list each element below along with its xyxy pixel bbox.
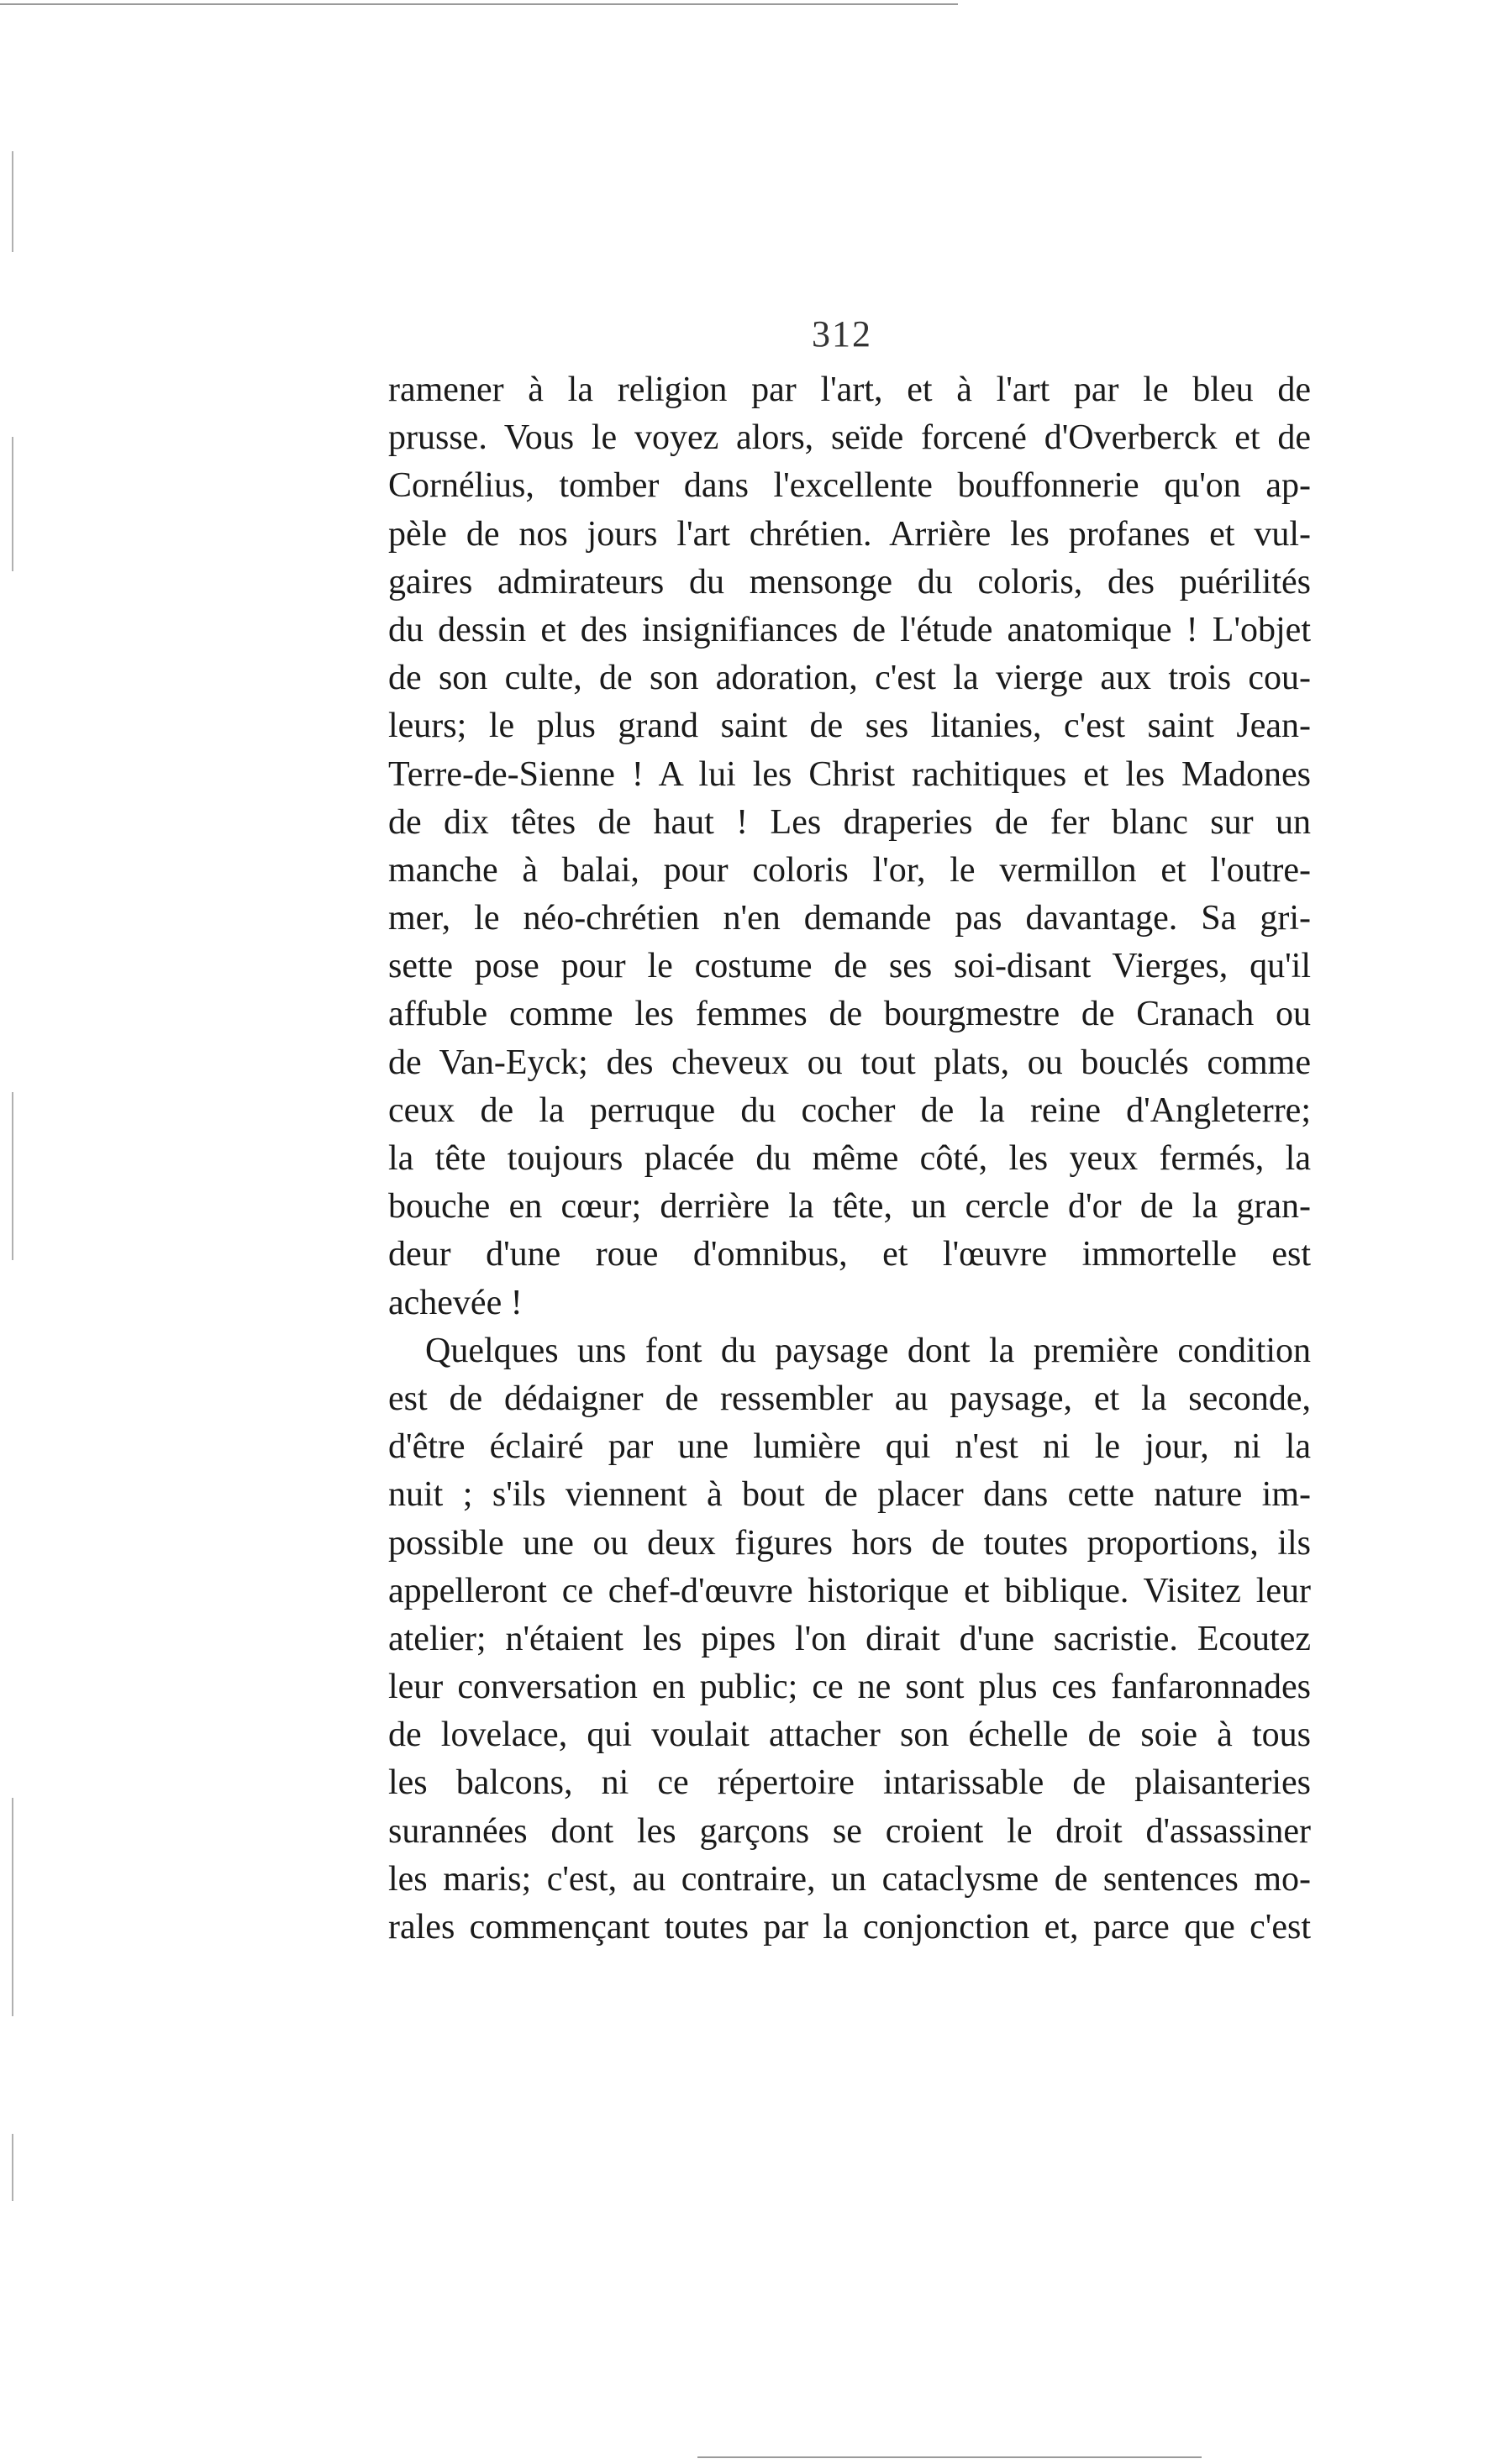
page-number: 312: [812, 313, 872, 355]
text-line: deur d'une roue d'omnibus, et l'œuvre immortelle est: [388, 1235, 1311, 1274]
text-line: mer, le néo-chrétien n'en demande pas davantage. Sa gri-: [388, 899, 1311, 938]
text-line: leur conversation en public; ce ne sont plus ces fanfaronnades: [388, 1668, 1311, 1707]
scan-left-mark: [12, 1092, 13, 1260]
text-line: ramener à la religion par l'art, et à l'art par le bleu de: [388, 370, 1311, 409]
text-line: ceux de la perruque du cocher de la reine d'Angleterre;: [388, 1090, 1311, 1130]
text-line: atelier; n'étaient les pipes l'on dirait d'une sacristie. Ecoutez: [388, 1619, 1311, 1658]
scan-bottom-rule: [697, 2456, 1202, 2458]
text-line: d'être éclairé par une lumière qui n'est ni le jour, ni la: [388, 1427, 1311, 1467]
scan-top-rule: [0, 3, 958, 5]
text-line: Quelques uns font du paysage dont la première condition: [425, 1331, 1311, 1370]
text-line: de son culte, de son adoration, c'est la vierge aux trois cou-: [388, 659, 1311, 698]
text-line: Cornélius, tomber dans l'excellente bouffonnerie qu'on ap-: [388, 466, 1311, 506]
text-line: manche à balai, pour coloris l'or, le vermillon et l'outre-: [388, 850, 1311, 890]
text-line: les balcons, ni ce répertoire intarissable de plaisanteries: [388, 1763, 1311, 1803]
scan-left-mark: [12, 151, 13, 252]
text-line: surannées dont les garçons se croient le droit d'assassiner: [388, 1811, 1311, 1851]
text-line: prusse. Vous le voyez alors, seïde forcené d'Overberck et de: [388, 418, 1311, 458]
text-line: sette pose pour le costume de ses soi-disant Vierges, qu'il: [388, 947, 1311, 986]
scan-left-mark: [12, 2134, 13, 2201]
text-line: est de dédaigner de ressembler au paysage, et la seconde,: [388, 1379, 1311, 1418]
text-line: la tête toujours placée du même côté, les yeux fermés, la: [388, 1139, 1311, 1178]
text-line: Terre-de-Sienne ! A lui les Christ rachitiques et les Madones: [388, 754, 1311, 794]
text-line: possible une ou deux figures hors de toutes proportions, ils: [388, 1523, 1311, 1563]
text-line: rales commençant toutes par la conjonction et, parce que c'est: [388, 1908, 1311, 1947]
scan-left-mark: [12, 437, 13, 571]
scan-left-mark: [12, 1798, 13, 2016]
text-line: les maris; c'est, au contraire, un cataclysme de sentences mo-: [388, 1859, 1311, 1899]
text-line: affuble comme les femmes de bourgmestre de Cranach ou: [388, 995, 1311, 1034]
text-line: de dix têtes de haut ! Les draperies de fer blanc sur un: [388, 802, 1311, 842]
text-line: pèle de nos jours l'art chrétien. Arrière les profanes et vul-: [388, 514, 1311, 554]
text-line: du dessin et des insignifiances de l'étude anatomique ! L'objet: [388, 610, 1311, 649]
text-line: de lovelace, qui voulait attacher son échelle de soie à tous: [388, 1715, 1311, 1755]
text-line: appelleront ce chef-d'œuvre historique et biblique. Visitez leur: [388, 1571, 1311, 1610]
text-line: bouche en cœur; derrière la tête, un cercle d'or de la gran-: [388, 1187, 1311, 1227]
text-line: nuit ; s'ils viennent à bout de placer dans cette nature im-: [388, 1475, 1311, 1515]
text-line: de Van-Eyck; des cheveux ou tout plats, ou bouclés comme: [388, 1043, 1311, 1082]
body-text: [388, 366, 1311, 1952]
text-line: leurs; le plus grand saint de ses litanies, c'est saint Jean-: [388, 707, 1311, 746]
text-line: achevée !: [388, 1283, 523, 1322]
text-line: gaires admirateurs du mensonge du coloris, des puérilités: [388, 562, 1311, 602]
